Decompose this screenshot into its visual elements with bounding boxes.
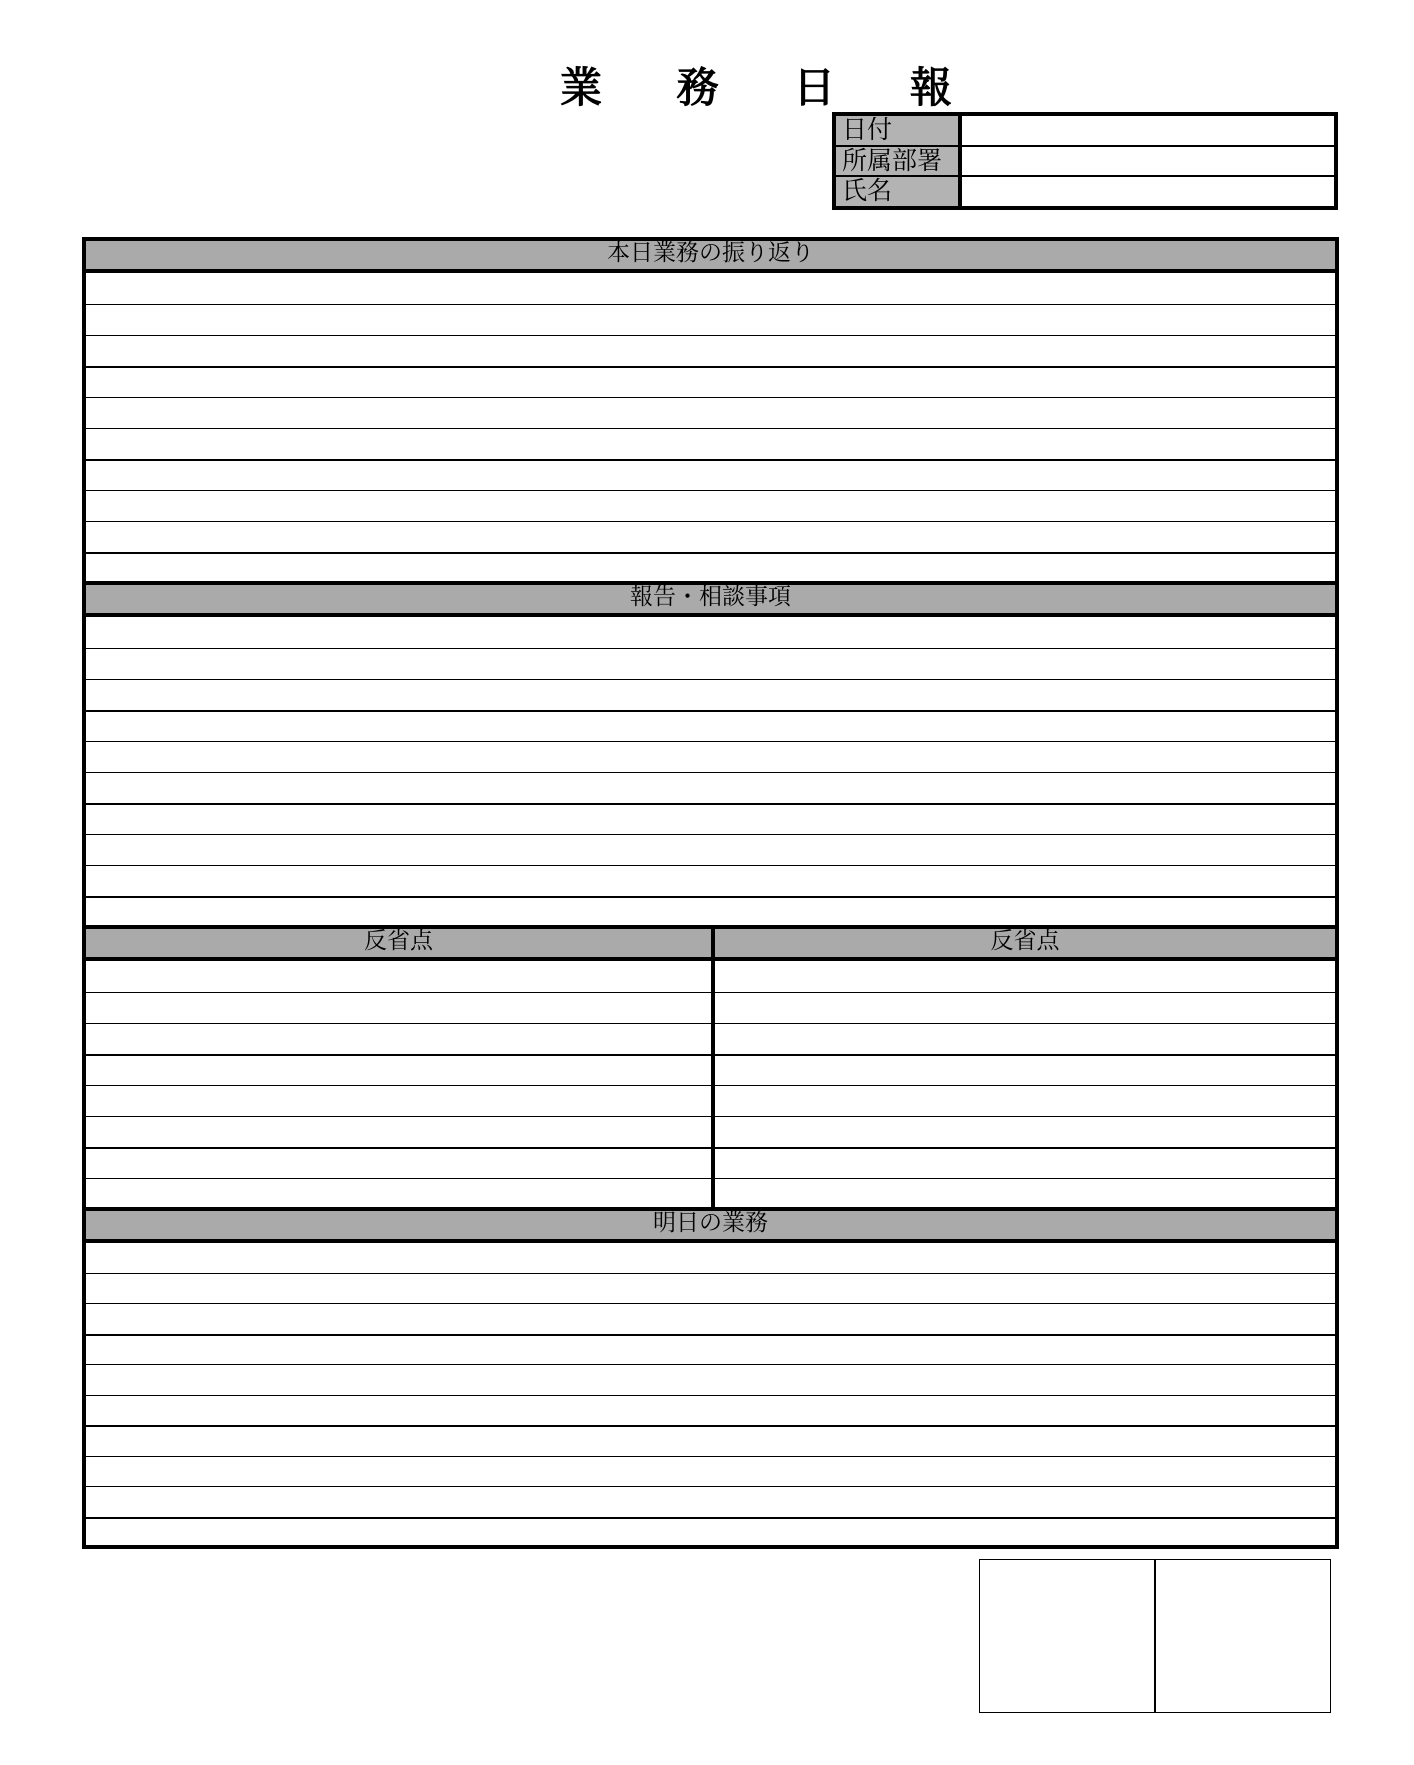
ruled-line xyxy=(86,834,1335,835)
ruled-line xyxy=(86,1116,1335,1117)
ruled-line xyxy=(86,992,1335,993)
ruled-line xyxy=(86,1303,1335,1304)
report-form xyxy=(82,237,1339,1549)
ruled-line xyxy=(86,459,1335,461)
ruled-line xyxy=(86,803,1335,805)
ruled-line xyxy=(86,335,1335,336)
ruled-line xyxy=(86,772,1335,773)
ruled-line xyxy=(86,1364,1335,1365)
ruled-line xyxy=(86,741,1335,742)
ruled-line xyxy=(86,1054,1335,1056)
ruled-line xyxy=(86,552,1335,554)
document-title: 業 務 日 報 xyxy=(560,63,982,112)
report-section-header: 報告・相談事項 xyxy=(86,581,1335,617)
reflection-left-header: 反省点 xyxy=(86,925,711,961)
ruled-line xyxy=(86,1395,1335,1396)
ruled-line xyxy=(86,896,1335,898)
ruled-line xyxy=(86,521,1335,522)
name-label: 氏名 xyxy=(836,177,962,206)
ruled-line xyxy=(86,428,1335,429)
header-info-table xyxy=(832,112,1338,210)
ruled-line xyxy=(86,865,1335,866)
ruled-line xyxy=(86,1486,1335,1487)
ruled-line xyxy=(86,1425,1335,1427)
stamp-box[interactable] xyxy=(1154,1560,1330,1712)
ruled-line xyxy=(86,397,1335,398)
reflection-right-header: 反省点 xyxy=(715,925,1335,961)
reflection-lines[interactable] xyxy=(86,961,1335,1207)
approval-stamp-boxes xyxy=(979,1559,1331,1713)
ruled-line xyxy=(86,710,1335,712)
ruled-line xyxy=(86,1085,1335,1086)
ruled-line xyxy=(86,366,1335,368)
department-field[interactable] xyxy=(962,147,1334,176)
date-field[interactable] xyxy=(962,116,1334,145)
ruled-line xyxy=(86,1273,1335,1274)
review-section-header: 本日業務の振り返り xyxy=(86,241,1335,273)
ruled-line xyxy=(86,304,1335,305)
name-field[interactable] xyxy=(962,177,1334,206)
date-row xyxy=(836,116,1334,147)
ruled-line xyxy=(86,1334,1335,1336)
ruled-line xyxy=(86,490,1335,491)
tomorrow-lines[interactable] xyxy=(86,1243,1335,1545)
ruled-line xyxy=(86,1023,1335,1024)
ruled-line xyxy=(86,1178,1335,1179)
name-row xyxy=(836,177,1334,206)
ruled-line xyxy=(86,679,1335,680)
tomorrow-section-header: 明日の業務 xyxy=(86,1207,1335,1243)
date-label: 日付 xyxy=(836,116,962,145)
department-row xyxy=(836,147,1334,178)
ruled-line xyxy=(86,648,1335,649)
ruled-line xyxy=(86,1517,1335,1519)
report-lines[interactable] xyxy=(86,617,1335,925)
review-lines[interactable] xyxy=(86,273,1335,581)
ruled-line xyxy=(86,1456,1335,1457)
department-label: 所属部署 xyxy=(836,147,962,176)
stamp-box[interactable] xyxy=(980,1560,1154,1712)
ruled-line xyxy=(86,1147,1335,1149)
